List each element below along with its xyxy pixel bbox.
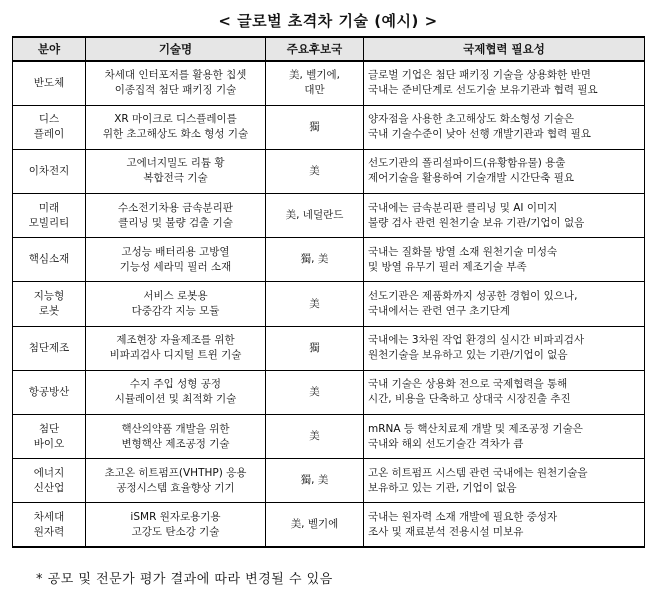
field-text: 모빌리티	[28, 216, 70, 229]
cell-tech-name	[86, 61, 266, 105]
table-row	[13, 370, 645, 414]
cell-tech-name	[86, 238, 266, 282]
need-text: mRNA 등 핵산치료제 개발 및 제조공정 기술은	[368, 422, 583, 435]
field-text: 첨단제조	[28, 341, 70, 354]
need-text: 국내는 준비단계로 선도기술 보유기관과 협력 필요	[368, 84, 598, 97]
field-text: 첨단	[38, 422, 60, 435]
table-row	[13, 503, 645, 547]
tech-name-text: 초고온 히트펌프(VHTHP) 응용	[104, 466, 247, 479]
country-text: 獨, 美	[300, 474, 329, 487]
cell-country	[266, 415, 364, 459]
country-text: 獨	[309, 341, 320, 354]
need-text: 선도기관은 제품화까지 성공한 경험이 있으나,	[368, 290, 578, 303]
need-text: 시간, 비용을 단축하고 상대국 시장진출 추진	[368, 393, 571, 406]
need-text: 국내와 해외 선도기술간 격차가 큼	[368, 437, 524, 450]
cell-tech-name	[86, 459, 266, 503]
tech-name-text: 핵산의약품 개발을 위한	[121, 422, 230, 435]
cell-tech-name	[86, 503, 266, 547]
table-row	[13, 238, 645, 282]
cell-country	[266, 105, 364, 149]
cell-need	[364, 194, 645, 238]
cell-country	[266, 459, 364, 503]
field-text: 지능형	[33, 290, 65, 303]
cell-tech-name	[86, 326, 266, 370]
cell-country	[266, 194, 364, 238]
field-text: 로봇	[38, 305, 60, 318]
cell-field	[13, 194, 86, 238]
need-text: 국내는 질화물 방열 소재 원천기술 미성숙	[368, 245, 558, 258]
cell-need	[364, 238, 645, 282]
tech-name-text: 수소전기차용 금속분리판	[118, 201, 233, 214]
tech-name-text: iSMR 원자로용기용	[130, 510, 221, 523]
field-text: 미래	[38, 201, 60, 214]
cell-need	[364, 149, 645, 193]
field-text: 에너지	[33, 466, 65, 479]
need-text: 국내 기술은 상용화 전으로 국제협력을 통해	[368, 378, 568, 391]
table-row	[13, 459, 645, 503]
field-text: 플레이	[33, 128, 65, 141]
need-text: 국내는 원자력 소재 개발에 필요한 중성자	[368, 510, 558, 523]
country-text: 美, 벨기에	[290, 518, 339, 531]
cell-country	[266, 238, 364, 282]
cell-field	[13, 326, 86, 370]
tech-name-text: 복합전극 기술	[143, 172, 208, 185]
table-row	[13, 61, 645, 105]
table-row	[13, 282, 645, 326]
field-text: 차세대	[33, 510, 65, 523]
tech-name-text: 차세대 인터포저를 활용한 칩셋	[104, 69, 247, 82]
cell-tech-name	[86, 105, 266, 149]
country-text: 대만	[304, 84, 325, 97]
cell-need	[364, 105, 645, 149]
need-text: 고온 히트펌프 시스템 관련 국내에는 원천기술을	[368, 466, 588, 479]
need-text: 선도기관의 폴리설파이드(유황함유물) 용출	[368, 157, 566, 170]
footnote: * 공모 및 전문가 평가 결과에 따라 변경될 수 있음	[36, 572, 333, 587]
cell-field	[13, 415, 86, 459]
table-row	[13, 149, 645, 193]
field-text: 원자력	[33, 525, 65, 538]
table-header-row	[13, 37, 645, 61]
cell-field	[13, 149, 86, 193]
cell-country	[266, 61, 364, 105]
tech-name-text: 클리닝 및 불량 검출 기술	[118, 216, 233, 229]
country-text: 美	[309, 385, 320, 398]
need-text: 조사 및 재료분석 전용시설 미보유	[368, 525, 524, 538]
tech-name-text: 제조현장 자율제조를 위한	[116, 334, 235, 347]
cell-field	[13, 459, 86, 503]
tech-name-text: 수지 주입 성형 공정	[129, 378, 222, 391]
cell-country	[266, 282, 364, 326]
country-text: 美	[309, 164, 320, 177]
tech-name-text: 서비스 로봇용	[143, 290, 208, 303]
country-text: 美, 네덜란드	[285, 209, 344, 222]
country-text: 美	[309, 297, 320, 310]
cell-country	[266, 326, 364, 370]
table-row	[13, 194, 645, 238]
header-need: 국제협력 필요성	[364, 37, 645, 61]
header-country: 주요후보국	[266, 37, 364, 61]
cell-field	[13, 238, 86, 282]
need-text: 국내에서는 관련 연구 초기단계	[368, 305, 510, 318]
table-row	[13, 415, 645, 459]
cell-tech-name	[86, 282, 266, 326]
cell-tech-name	[86, 149, 266, 193]
need-text: 및 방열 유무기 필러 제조기술 부족	[368, 260, 527, 273]
field-text: 바이오	[33, 437, 65, 450]
need-text: 국내 기술수준이 낮아 선행 개발기관과 협력 필요	[368, 128, 591, 141]
field-text: 항공방산	[28, 385, 70, 398]
cell-need	[364, 61, 645, 105]
country-text: 美	[309, 430, 320, 443]
cell-need	[364, 415, 645, 459]
tech-name-text: 공정시스템 효율향상 기기	[116, 481, 235, 494]
cell-country	[266, 503, 364, 547]
cell-need	[364, 459, 645, 503]
cell-field	[13, 282, 86, 326]
tech-name-text: 기능성 세라믹 필러 소재	[119, 260, 232, 273]
tech-name-text: 이종집적 첨단 패키징 기술	[114, 84, 237, 97]
table-row	[13, 326, 645, 370]
table-row	[13, 105, 645, 149]
table-body	[13, 61, 645, 547]
tech-name-text: 비파괴검사 디지털 트윈 기술	[109, 349, 242, 362]
tech-name-text: 고강도 탄소강 기술	[131, 525, 220, 538]
field-text: 이차전지	[28, 164, 70, 177]
need-text: 국내에는 금속분리판 클리닝 및 AI 이미지	[368, 201, 558, 214]
header-field: 분야	[13, 37, 86, 61]
cell-field	[13, 105, 86, 149]
cell-need	[364, 282, 645, 326]
cell-need	[364, 370, 645, 414]
need-text: 원천기술을 보유하고 있는 기관/기업이 없음	[368, 349, 568, 362]
need-text: 불량 검사 관련 원천기술 보유 기관/기업이 없음	[368, 216, 585, 229]
need-text: 양자점을 사용한 초고해상도 화소형성 기술은	[368, 113, 575, 126]
cell-country	[266, 149, 364, 193]
tech-name-text: 변형핵산 제조공정 기술	[121, 437, 230, 450]
cell-field	[13, 503, 86, 547]
cell-tech-name	[86, 370, 266, 414]
cell-tech-name	[86, 194, 266, 238]
field-text: 반도체	[33, 76, 65, 89]
need-text: 보유하고 있는 기관, 기업이 없음	[368, 481, 517, 494]
cell-field	[13, 370, 86, 414]
page-title: < 글로벌 초격차 기술 (예시) >	[218, 12, 438, 30]
country-text: 美, 벨기에,	[289, 69, 340, 82]
field-text: 핵심소재	[28, 253, 70, 266]
need-text: 제어기술을 활용하여 기술개발 시간단축 필요	[368, 172, 575, 185]
need-text: 글로벌 기업은 첨단 패키징 기술을 상용화한 반면	[368, 69, 591, 82]
cell-country	[266, 370, 364, 414]
country-text: 獨	[309, 120, 320, 133]
tech-name-text: XR 마이크로 디스플레이를	[114, 113, 237, 126]
cell-field	[13, 61, 86, 105]
cell-need	[364, 326, 645, 370]
country-text: 獨, 美	[300, 253, 329, 266]
cell-need	[364, 503, 645, 547]
tech-name-text: 고성능 배터리용 고방열	[121, 245, 230, 258]
cell-tech-name	[86, 415, 266, 459]
need-text: 국내에는 3차원 작업 환경의 실시간 비파괴검사	[368, 334, 585, 347]
header-tech-name: 기술명	[86, 37, 266, 61]
field-text: 디스	[38, 113, 60, 126]
tech-name-text: 위한 초고해상도 화소 형성 기술	[102, 128, 249, 141]
tech-name-text: 다중감각 지능 모듈	[131, 305, 220, 318]
field-text: 신산업	[33, 481, 65, 494]
tech-name-text: 시뮬레이션 및 최적화 기술	[114, 393, 237, 406]
tech-name-text: 고에너지밀도 리튬 황	[126, 157, 225, 170]
tech-table	[12, 36, 645, 548]
